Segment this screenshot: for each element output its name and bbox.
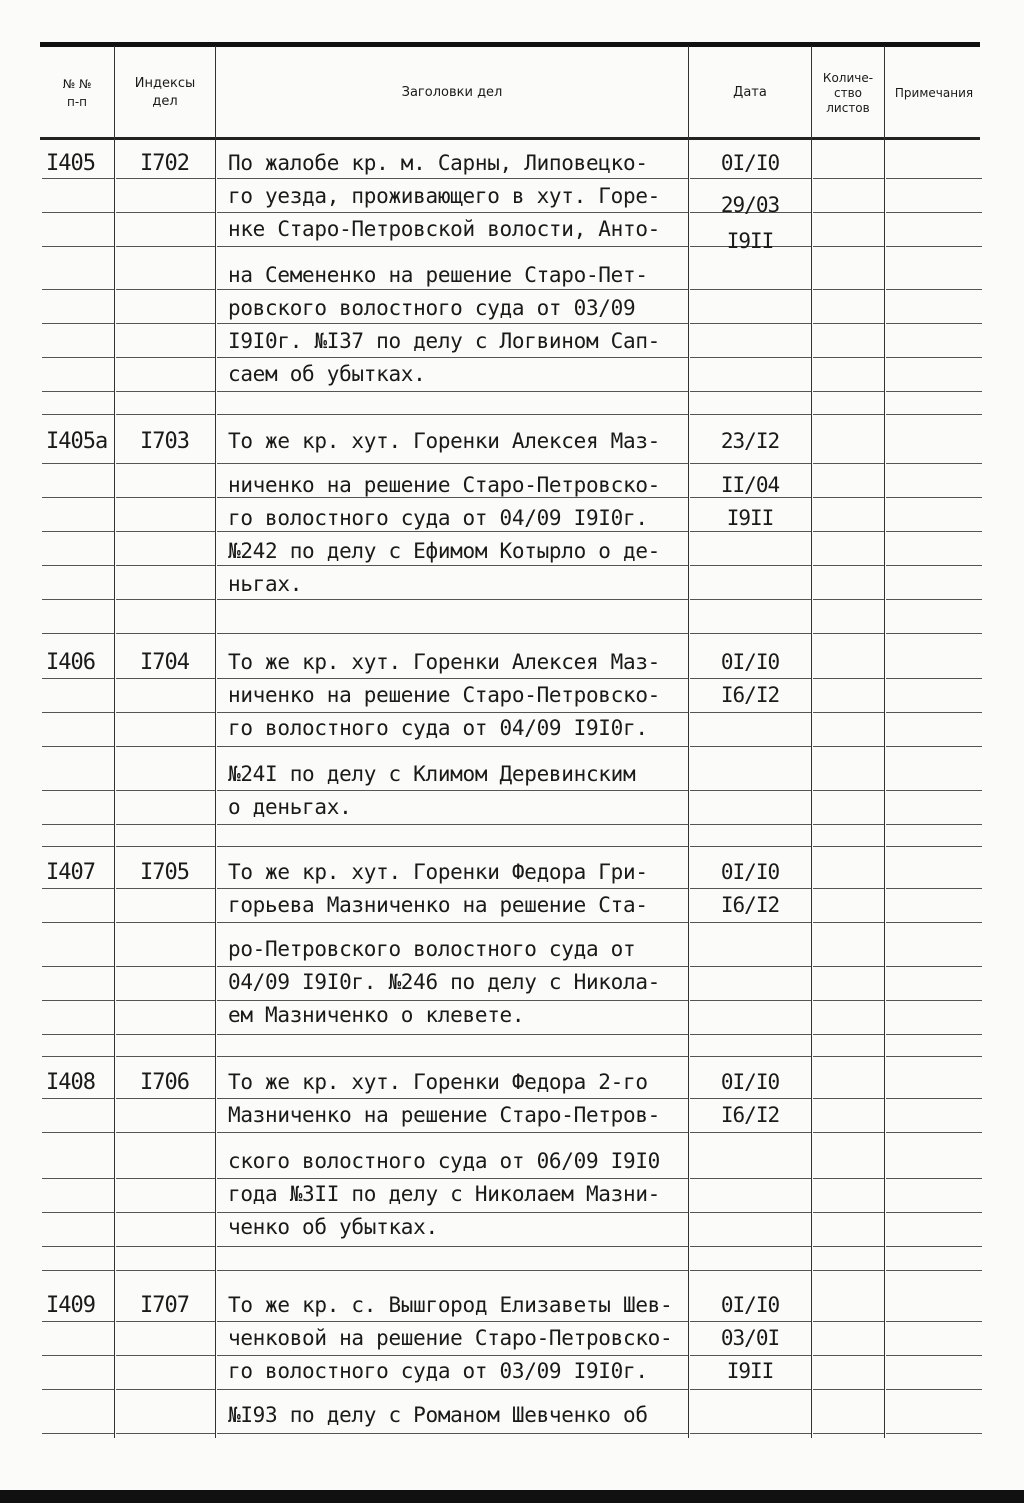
- ruled-line: [886, 746, 982, 747]
- title-line: на Семененко на решение Старо-Пет-: [228, 263, 648, 287]
- ruled-line: [886, 1132, 982, 1133]
- ruled-line: [886, 633, 982, 634]
- ruled-line: [886, 178, 982, 179]
- ruled-line: [813, 212, 884, 213]
- row-number: I409: [46, 1293, 95, 1318]
- title-line: По жалобе кр. м. Сарны, Липовецко-: [228, 151, 648, 175]
- ruled-line: [42, 1132, 114, 1133]
- ruled-line: [42, 1212, 114, 1213]
- ruled-line: [813, 497, 884, 498]
- ruled-line: [813, 414, 884, 415]
- ruled-line: [886, 497, 982, 498]
- ruled-line: [42, 1355, 114, 1356]
- ruled-line: [217, 633, 688, 634]
- ruled-line: [217, 1389, 688, 1390]
- ruled-line: [886, 1355, 982, 1356]
- date-line: 0I/I0: [720, 151, 780, 175]
- date-line: 0I/I0: [720, 1070, 780, 1094]
- ruled-line: [42, 323, 114, 324]
- title-line: ньгах.: [228, 572, 303, 596]
- title-line: ем Мазниченко о клевете.: [228, 1003, 525, 1027]
- ruled-line: [42, 633, 114, 634]
- title-line: №24I по делу с Климом Деревинским: [228, 762, 636, 786]
- ruled-line: [42, 790, 114, 791]
- ruled-line: [690, 463, 811, 464]
- ruled-line: [690, 966, 811, 967]
- date-line: 0I/I0: [720, 860, 780, 884]
- ruled-line: [116, 1270, 215, 1271]
- ruled-line: [813, 1212, 884, 1213]
- ruled-line: [813, 289, 884, 290]
- ruled-line: [813, 1433, 884, 1434]
- row-index: I704: [140, 650, 189, 675]
- ruled-line: [116, 289, 215, 290]
- ruled-line: [813, 746, 884, 747]
- ruled-line: [690, 178, 811, 179]
- ruled-line: [116, 746, 215, 747]
- ruled-line: [690, 414, 811, 415]
- ruled-line: [42, 1178, 114, 1179]
- ruled-line: [217, 246, 688, 247]
- title-line: ского волостного суда от 06/09 I9I0: [228, 1149, 661, 1173]
- date-line: I6/I2: [720, 1103, 780, 1127]
- ruled-line: [886, 212, 982, 213]
- header-sheets: Количе- ство листов: [822, 70, 874, 115]
- ruled-line: [886, 599, 982, 600]
- ruled-line: [42, 1433, 114, 1434]
- ruled-line: [813, 178, 884, 179]
- ruled-line: [42, 1389, 114, 1390]
- ruled-line: [690, 712, 811, 713]
- column-divider: [215, 46, 216, 1438]
- ruled-line: [42, 414, 114, 415]
- ruled-line: [886, 357, 982, 358]
- title-line: нке Старо-Петровской волости, Анто-: [228, 217, 661, 241]
- ruled-line: [813, 888, 884, 889]
- ruled-line: [116, 357, 215, 358]
- ruled-line: [690, 824, 811, 825]
- ruled-line: [42, 565, 114, 566]
- row-number: I408: [46, 1070, 95, 1095]
- row-number: I407: [46, 860, 95, 885]
- ruled-line: [116, 497, 215, 498]
- ruled-line: [886, 888, 982, 889]
- ruled-line: [813, 846, 884, 847]
- date-line: I9II: [726, 1359, 774, 1383]
- ruled-line: [690, 888, 811, 889]
- ruled-line: [690, 1000, 811, 1001]
- header-index: Индексы дел: [134, 76, 196, 109]
- ruled-line: [813, 712, 884, 713]
- ruled-line: [886, 1178, 982, 1179]
- ruled-line: [690, 1389, 811, 1390]
- row-number: I406: [46, 650, 95, 675]
- ruled-line: [217, 212, 688, 213]
- title-line: ниченко на решение Старо-Петровско-: [228, 473, 661, 497]
- title-line: То же кр. хут. Горенки Федора 2-го: [228, 1070, 648, 1094]
- date-line: I9II: [726, 229, 774, 253]
- row-index: I707: [140, 1293, 189, 1318]
- title-line: То же кр. хут. Горенки Федора Гри-: [228, 860, 648, 884]
- ruled-line: [690, 357, 811, 358]
- ruled-line: [42, 531, 114, 532]
- ruled-line: [217, 824, 688, 825]
- title-line: №I93 по делу с Романом Шевченко об: [228, 1403, 648, 1427]
- ruled-line: [217, 178, 688, 179]
- ruled-line: [690, 323, 811, 324]
- date-line: 29/03: [720, 193, 780, 217]
- ruled-line: [217, 746, 688, 747]
- ruled-line: [217, 414, 688, 415]
- ruled-line: [217, 1056, 688, 1057]
- ruled-line: [886, 1098, 982, 1099]
- ruled-line: [813, 678, 884, 679]
- column-divider: [884, 46, 885, 1438]
- ruled-line: [690, 1246, 811, 1247]
- ruled-line: [217, 599, 688, 600]
- ruled-line: [116, 1389, 215, 1390]
- ruled-line: [217, 790, 688, 791]
- ruled-line: [116, 414, 215, 415]
- ruled-line: [116, 565, 215, 566]
- row-number: I405: [46, 151, 95, 176]
- ruled-line: [690, 599, 811, 600]
- ruled-line: [813, 1270, 884, 1271]
- ruled-line: [116, 212, 215, 213]
- ruled-line: [886, 966, 982, 967]
- ruled-line: [217, 1034, 688, 1035]
- ruled-line: [690, 1132, 811, 1133]
- header-notes: Примечания: [894, 86, 974, 100]
- ruled-line: [813, 922, 884, 923]
- ruled-line: [690, 922, 811, 923]
- ruled-line: [116, 712, 215, 713]
- ruled-line: [217, 357, 688, 358]
- ruled-line: [42, 1246, 114, 1247]
- header-number: № № п-п: [62, 77, 92, 109]
- ruled-line: [217, 678, 688, 679]
- ruled-line: [116, 824, 215, 825]
- ruled-line: [217, 922, 688, 923]
- row-index: I705: [140, 860, 189, 885]
- ruled-line: [690, 1433, 811, 1434]
- ruled-line: [42, 1000, 114, 1001]
- ruled-line: [886, 846, 982, 847]
- ruled-line: [886, 565, 982, 566]
- ruled-line: [42, 212, 114, 213]
- ruled-line: [217, 1433, 688, 1434]
- ruled-line: [813, 1246, 884, 1247]
- title-line: горьева Мазниченко на решение Ста-: [228, 893, 648, 917]
- ruled-line: [813, 599, 884, 600]
- row-number: I405а: [46, 429, 108, 454]
- ruled-line: [813, 1098, 884, 1099]
- ruled-line: [813, 1000, 884, 1001]
- title-line: ченковой на решение Старо-Петровско-: [228, 1326, 673, 1350]
- ruled-line: [813, 531, 884, 532]
- ruled-line: [886, 463, 982, 464]
- ruled-line: [690, 1034, 811, 1035]
- ruled-line: [886, 1034, 982, 1035]
- ruled-line: [42, 463, 114, 464]
- ruled-line: [886, 246, 982, 247]
- ruled-line: [690, 391, 811, 392]
- header-bottom-rule: [40, 137, 980, 140]
- ruled-line: [813, 790, 884, 791]
- date-line: I6/I2: [720, 683, 780, 707]
- ruled-line: [813, 1132, 884, 1133]
- ruled-line: [690, 1056, 811, 1057]
- title-line: №242 по делу с Ефимом Котырло о де-: [228, 539, 661, 563]
- ruled-line: [886, 414, 982, 415]
- ruled-line: [886, 391, 982, 392]
- ruled-line: [42, 599, 114, 600]
- ruled-line: [690, 289, 811, 290]
- title-line: го волостного суда от 03/09 I9I0г.: [228, 1359, 648, 1383]
- ruled-line: [116, 1433, 215, 1434]
- ruled-line: [116, 1355, 215, 1356]
- ruled-line: [116, 391, 215, 392]
- ruled-line: [886, 1056, 982, 1057]
- ruled-line: [217, 888, 688, 889]
- ruled-line: [42, 497, 114, 498]
- title-line: го уезда, проживающего в хут. Горе-: [228, 184, 661, 208]
- ruled-line: [116, 1246, 215, 1247]
- ruled-line: [116, 1212, 215, 1213]
- ruled-line: [690, 1098, 811, 1099]
- title-line: I9I0г. №I37 по делу с Логвином Сап-: [228, 329, 661, 353]
- title-line: саем об убытках.: [228, 362, 426, 386]
- ruled-line: [217, 323, 688, 324]
- scan-bottom-edge: [0, 1490, 1024, 1503]
- ruled-line: [42, 1270, 114, 1271]
- ruled-line: [813, 1389, 884, 1390]
- ruled-line: [42, 246, 114, 247]
- ruled-line: [886, 531, 982, 532]
- ruled-line: [217, 846, 688, 847]
- row-index: I706: [140, 1070, 189, 1095]
- ruled-line: [886, 922, 982, 923]
- ruled-line: [886, 1433, 982, 1434]
- ruled-line: [690, 1321, 811, 1322]
- title-line: о деньгах.: [228, 795, 352, 819]
- ruled-line: [42, 966, 114, 967]
- ruled-line: [886, 323, 982, 324]
- ruled-line: [813, 1355, 884, 1356]
- ruled-line: [886, 1270, 982, 1271]
- ruled-line: [42, 824, 114, 825]
- ruled-line: [116, 463, 215, 464]
- ruled-line: [116, 966, 215, 967]
- date-line: 03/0I: [720, 1326, 780, 1350]
- ruled-line: [690, 633, 811, 634]
- column-divider: [811, 46, 812, 1438]
- ruled-line: [42, 1034, 114, 1035]
- ruled-line: [116, 1132, 215, 1133]
- header-date: Дата: [733, 85, 767, 100]
- ruled-line: [116, 1178, 215, 1179]
- ruled-line: [217, 463, 688, 464]
- ruled-line: [116, 790, 215, 791]
- ruled-line: [116, 1000, 215, 1001]
- title-line: То же кр. хут. Горенки Алексея Маз-: [228, 650, 661, 674]
- date-line: II/04: [720, 473, 780, 497]
- ruled-line: [813, 565, 884, 566]
- ruled-line: [217, 391, 688, 392]
- ruled-line: [813, 323, 884, 324]
- date-line: I9II: [726, 506, 774, 530]
- column-divider: [114, 46, 115, 1438]
- ruled-line: [690, 1212, 811, 1213]
- ruled-line: [813, 1321, 884, 1322]
- ruled-line: [42, 391, 114, 392]
- date-line: I6/I2: [720, 893, 780, 917]
- ruled-line: [813, 357, 884, 358]
- ruled-line: [886, 678, 982, 679]
- ruled-line: [116, 323, 215, 324]
- ruled-line: [690, 1178, 811, 1179]
- ruled-line: [217, 1270, 688, 1271]
- ruled-line: [42, 746, 114, 747]
- ruled-line: [690, 565, 811, 566]
- date-line: 23/I2: [720, 429, 780, 453]
- title-line: го волостного суда от 04/09 I9I0г.: [228, 716, 648, 740]
- ruled-line: [116, 846, 215, 847]
- ruled-line: [116, 1056, 215, 1057]
- header-title: Заголовки дел: [401, 85, 503, 100]
- ruled-line: [42, 289, 114, 290]
- ruled-line: [116, 633, 215, 634]
- title-line: го волостного суда от 04/09 I9I0г.: [228, 506, 648, 530]
- ruled-line: [42, 846, 114, 847]
- ruled-line: [116, 531, 215, 532]
- ruled-line: [42, 357, 114, 358]
- ruled-line: [690, 846, 811, 847]
- ruled-line: [886, 712, 982, 713]
- title-line: То же кр. хут. Горенки Алексея Маз-: [228, 429, 661, 453]
- title-line: 04/09 I9I0г. №246 по делу с Никола-: [228, 970, 661, 994]
- ruled-line: [813, 633, 884, 634]
- title-line: ро-Петровского волостного суда от: [228, 937, 636, 961]
- title-line: То же кр. с. Вышгород Елизаветы Шев-: [228, 1293, 673, 1317]
- ruled-line: [813, 966, 884, 967]
- date-line: 0I/I0: [720, 1293, 780, 1317]
- ruled-line: [116, 246, 215, 247]
- top-rule: [40, 42, 980, 47]
- row-index: I702: [140, 151, 189, 176]
- ruled-line: [116, 599, 215, 600]
- title-line: ровского волостного суда от 03/09: [228, 296, 636, 320]
- ruled-line: [813, 246, 884, 247]
- ruled-line: [813, 1034, 884, 1035]
- ruled-line: [886, 1389, 982, 1390]
- ruled-line: [886, 1246, 982, 1247]
- ruled-line: [690, 678, 811, 679]
- ruled-line: [217, 1132, 688, 1133]
- ruled-line: [886, 289, 982, 290]
- ruled-line: [690, 790, 811, 791]
- date-line: 0I/I0: [720, 650, 780, 674]
- title-line: ченко об убытках.: [228, 1215, 438, 1239]
- ruled-line: [813, 1056, 884, 1057]
- ruled-line: [886, 790, 982, 791]
- ruled-line: [116, 1034, 215, 1035]
- ruled-line: [886, 1000, 982, 1001]
- ruled-line: [813, 463, 884, 464]
- row-index: I703: [140, 429, 189, 454]
- ruled-line: [217, 1098, 688, 1099]
- ruled-line: [42, 1056, 114, 1057]
- title-line: ниченко на решение Старо-Петровско-: [228, 683, 661, 707]
- ruled-line: [886, 1321, 982, 1322]
- ruled-line: [217, 1321, 688, 1322]
- ruled-line: [42, 712, 114, 713]
- ruled-line: [690, 746, 811, 747]
- title-line: года №3II по делу с Николаем Мазни-: [228, 1182, 661, 1206]
- ruled-line: [813, 391, 884, 392]
- ruled-line: [813, 824, 884, 825]
- ruled-line: [116, 922, 215, 923]
- ruled-line: [690, 1270, 811, 1271]
- ruled-line: [813, 1178, 884, 1179]
- title-line: Мазниченко на решение Старо-Петров-: [228, 1103, 661, 1127]
- ruled-line: [42, 922, 114, 923]
- ruled-line: [886, 824, 982, 825]
- ruled-line: [217, 1246, 688, 1247]
- ruled-line: [886, 1212, 982, 1213]
- column-divider: [688, 46, 689, 1438]
